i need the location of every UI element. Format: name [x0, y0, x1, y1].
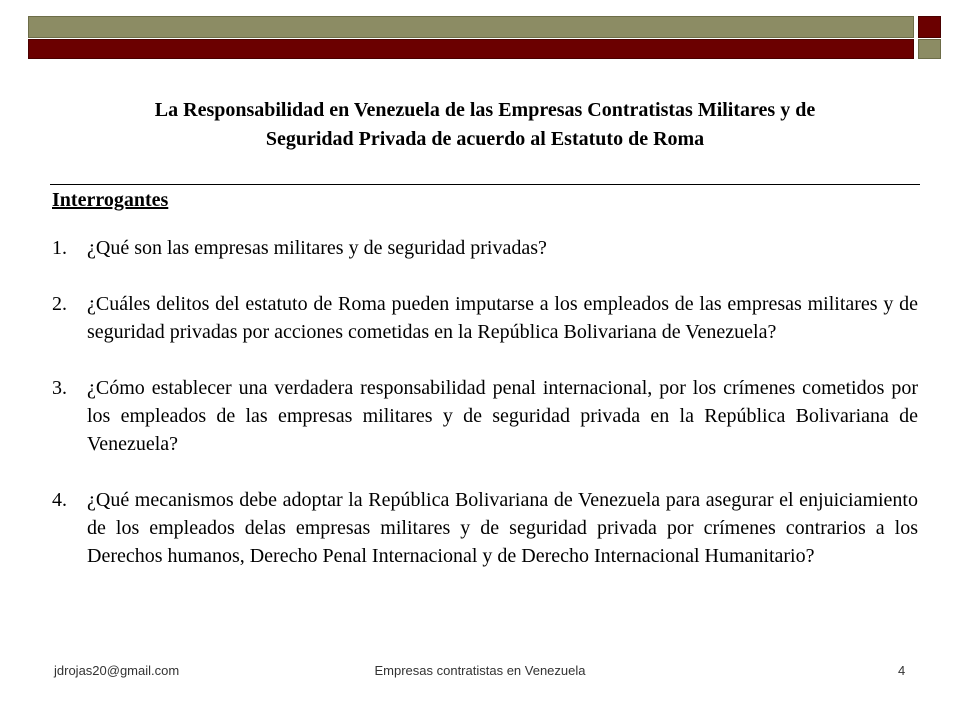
- section-heading: Interrogantes: [52, 189, 169, 211]
- question-item: [52, 486, 918, 570]
- question-number: 1.: [52, 237, 67, 259]
- question-number: 4.: [52, 489, 67, 511]
- slide-title: [60, 96, 910, 154]
- question-text: ¿Qué mecanismos debe adoptar la República Bolivariana de Venezuela para asegurar el enjuiciamiento de los empleados delas empresas militares y de seguridad privada por crímenes contrarios a los Derechos humanos, Derecho Penal Internacional y de Derecho Internacional Humanitario?: [87, 489, 918, 567]
- footer-title: Empresas contratistas en Venezuela: [374, 663, 586, 678]
- question-text: ¿Cómo establecer una verdadera responsabilidad penal internacional, por los crímenes cometidos por los empleados de las empresas militares y de seguridad privada en la República Bolivariana de Venezuela?: [87, 377, 918, 455]
- page-number: 4: [898, 663, 906, 678]
- decorative-olive-square: [918, 39, 941, 59]
- question-text: ¿Cuáles delitos del estatuto de Roma pueden imputarse a los empleados de las empresas militares y de seguridad privadas por acciones cometidas en la República Bolivariana de Venezuela?: [87, 293, 918, 343]
- question-item: [52, 374, 918, 458]
- question-item: [52, 234, 918, 262]
- title-line-1: La Responsabilidad en Venezuela de las Empresas Contratistas Militares y de: [154, 99, 816, 121]
- decorative-olive-bar: [28, 16, 914, 38]
- decorative-maroon-square: [918, 16, 941, 38]
- question-number: 3.: [52, 377, 67, 399]
- divider: [50, 184, 920, 185]
- question-number: 2.: [52, 293, 67, 315]
- slide-content: [52, 186, 918, 598]
- decorative-maroon-bar: [28, 39, 914, 59]
- title-line-2: Seguridad Privada de acuerdo al Estatuto de Roma: [265, 128, 705, 150]
- footer-email: jdrojas20@gmail.com: [54, 663, 180, 678]
- question-item: [52, 290, 918, 346]
- question-text: ¿Qué son las empresas militares y de seguridad privadas?: [87, 237, 547, 259]
